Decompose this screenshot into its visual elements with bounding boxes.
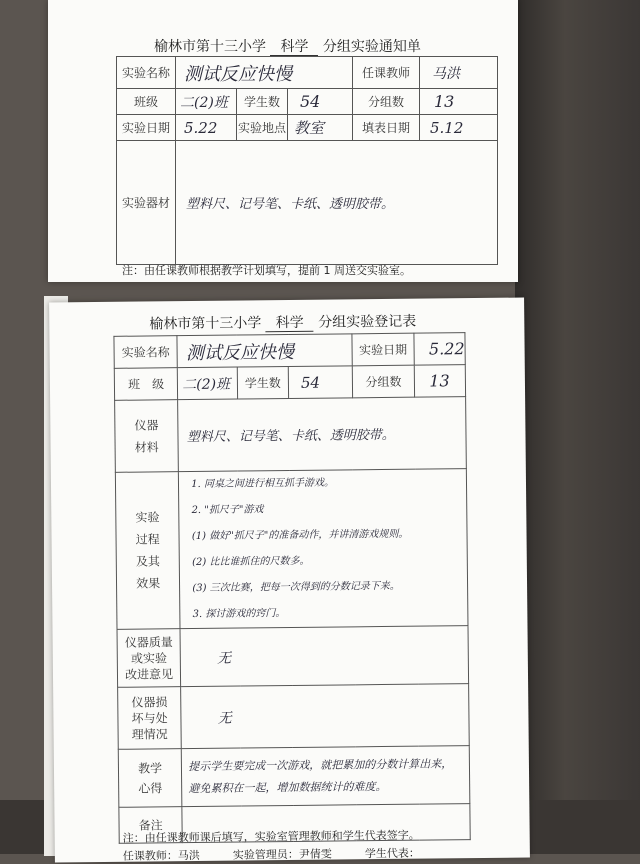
record-label-process-line: 及其: [135, 554, 161, 569]
notice-value-fill-date: 5.12: [420, 115, 498, 141]
process-step: 3. 探讨游戏的窍门。: [192, 608, 286, 621]
record-title: [149, 311, 416, 334]
record-value-process: [179, 469, 468, 629]
record-value-materials: 塑料尺、记号笔、卡纸、透明胶带。: [178, 397, 466, 472]
record-label-process-line: 效果: [136, 576, 161, 591]
notice-value-students: 54: [288, 89, 353, 115]
notice-value-date: 5.22: [176, 115, 237, 141]
record-label-date: 实验日期: [352, 333, 415, 366]
notice-value-groups: 13: [420, 89, 498, 115]
notice-title: [154, 36, 421, 56]
notice-label-equipment: 实验器材: [117, 141, 176, 265]
record-label-groups: 分组数: [352, 365, 415, 398]
notice-label-groups: 分组数: [353, 89, 420, 115]
record-label-insight-line: 心得: [138, 780, 163, 796]
notice-value-teacher: 马洪: [420, 57, 498, 89]
record-label-students: 学生数: [237, 367, 289, 400]
record-label-remark: 备注: [119, 807, 183, 844]
record-label-name: 实验名称: [114, 336, 178, 369]
record-value-class: 二(2)班: [178, 367, 238, 400]
notice-value-equipment: 塑料尺、记号笔、卡纸、透明胶带。: [176, 141, 498, 265]
notice-value-class: 二(2)班: [176, 89, 237, 115]
record-title-suffix: 分组实验登记表: [318, 313, 417, 331]
process-step: (2) 比比谁抓住的尺数多。: [192, 555, 310, 569]
notice-label-place: 实验地点: [237, 115, 288, 141]
record-signatures: 任课教师：马洪 实验管理员：尹倩雯 学生代表：: [122, 846, 420, 863]
record-label-materials-line: 材料: [134, 439, 159, 455]
record-label-materials: [115, 400, 179, 473]
notice-table: [116, 56, 498, 265]
notice-title-suffix: 分组实验通知单: [322, 39, 421, 55]
record-label-insight-line: 教学: [138, 760, 163, 776]
record-value-students: 54: [288, 366, 352, 399]
notice-label-class: 班级: [117, 89, 176, 115]
record-label-materials-line: 仪器: [134, 417, 159, 433]
record-label-quality-line: 或实验: [130, 650, 168, 666]
record-label-class: 班 级: [114, 368, 178, 401]
background-dark-right: [515, 0, 640, 854]
record-value-quality: 无: [180, 626, 468, 687]
process-step: (3) 三次比赛，把每一次得到的分数记录下来。: [192, 580, 400, 595]
notice-value-name: 测试反应快慢: [176, 57, 353, 89]
notice-title-school: 榆林市第十三小学: [154, 39, 266, 55]
notice-label-name: 实验名称: [117, 57, 176, 89]
record-label-quality-line: 仪器质量: [124, 634, 173, 650]
record-title-subject: 科学: [266, 315, 314, 333]
record-label-process: [115, 472, 180, 630]
notice-label-date: 实验日期: [117, 115, 176, 141]
record-sheet: [49, 298, 530, 863]
record-value-groups: 13: [415, 365, 466, 398]
record-label-damage-line: 理情况: [131, 726, 168, 742]
record-footnote: 注：由任课教师课后填写，实验室管理教师和学生代表签字。: [122, 828, 420, 845]
record-value-damage: 无: [181, 684, 469, 749]
record-label-damage-line: 坏与处: [131, 710, 168, 726]
process-step: (1) 做好"抓尺子"的准备动作，并讲清游戏规则。: [191, 528, 409, 543]
record-label-quality: [117, 629, 181, 688]
notice-sheet: [48, 0, 518, 282]
notice-label-students: 学生数: [237, 89, 288, 115]
notice-title-subject: 科学: [270, 39, 318, 56]
process-step: 2. "抓尺子"游戏: [191, 504, 264, 517]
notice-label-fill-date: 填表日期: [353, 115, 420, 141]
notice-value-place: 教室: [288, 115, 353, 141]
notice-label-teacher: 任课教师: [353, 57, 420, 89]
record-value-date: 5.22: [414, 333, 465, 366]
record-label-insight: [118, 749, 182, 808]
notice-footnote: 注：由任课教师根据教学计划填写，提前 1 周送交实验室。: [122, 264, 411, 277]
record-label-damage-line: 仪器损: [131, 694, 168, 710]
record-table: [113, 332, 470, 844]
record-label-process-line: 过程: [135, 532, 160, 547]
process-step: 1. 同桌之间进行相互抓手游戏。: [191, 477, 335, 491]
record-value-name: 测试反应快慢: [177, 334, 352, 368]
record-value-insight: 提示学生要完成一次游戏，就把累加的分数计算出来，避免累积在一起，增加数据统计的难度。: [182, 746, 470, 807]
record-label-process-line: 实验: [135, 510, 160, 525]
record-label-quality-line: 改进意见: [125, 666, 174, 682]
record-title-school: 榆林市第十三小学: [149, 315, 262, 333]
record-label-damage: [118, 687, 182, 750]
